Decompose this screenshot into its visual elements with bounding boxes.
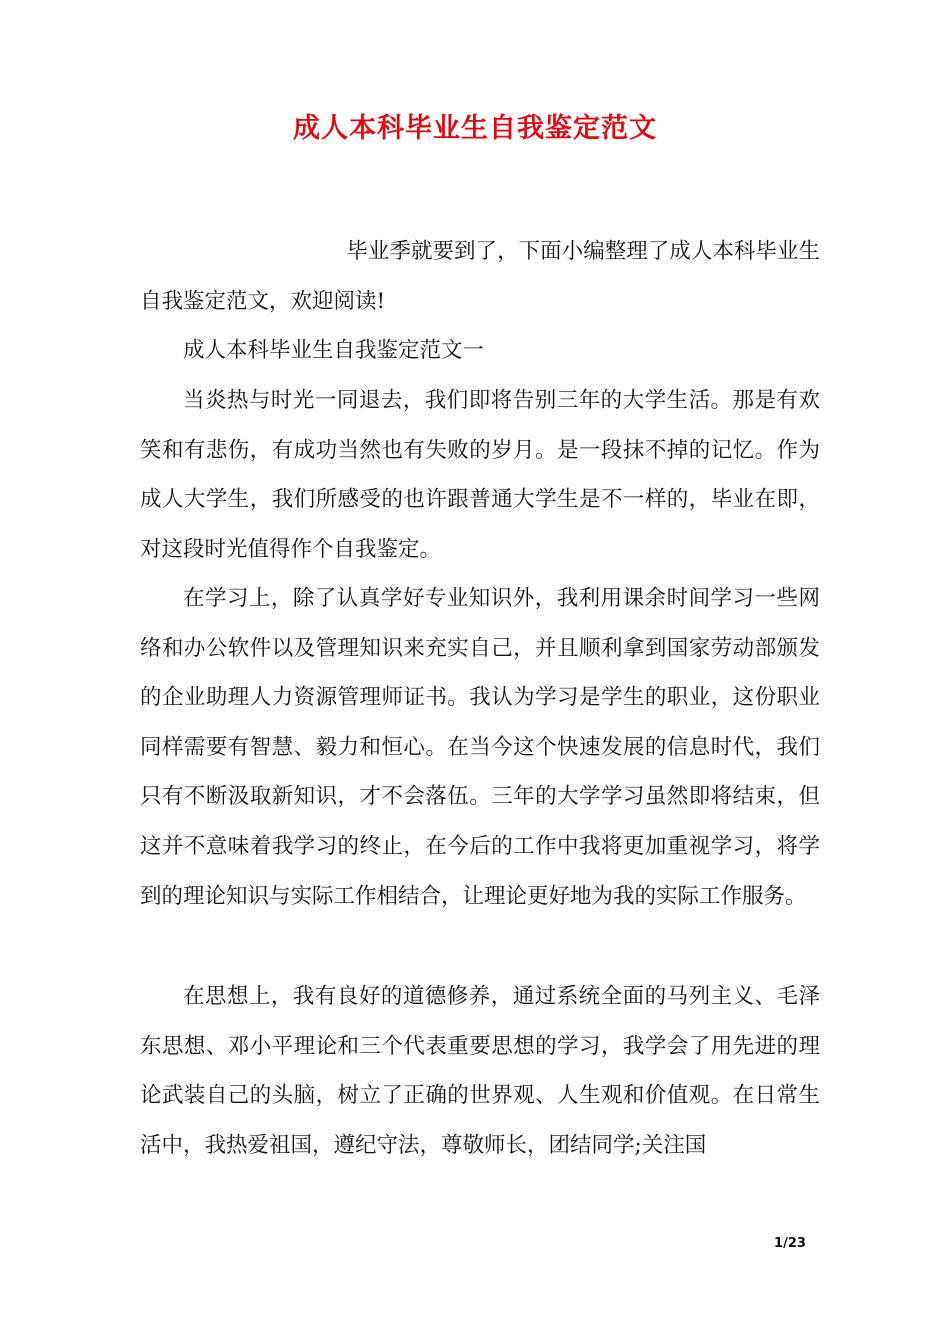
document-title: 成人本科毕业生自我鉴定范文 bbox=[293, 113, 657, 144]
page-number: 1/23 bbox=[774, 1236, 806, 1251]
body-paragraph-3 bbox=[140, 972, 820, 1170]
paragraph-text: 在思想上，我有良好的道德修养，通过系统全面的马列主义、毛泽东思想、邓小平理论和三个代表重要思想的学习，我学会了用先进的理论武装自己的头脑，树立了正确的世界观、人生观和价值观。在日常生活中，我热爱祖国，遵纪守法，尊敬师长，团结同学;关注国 bbox=[140, 984, 820, 1158]
paragraph-text: 在学习上，除了认真学好专业知识外，我利用课余时间学习一些网络和办公软件以及管理知识来充实自己，并且顺利拿到国家劳动部颁发的企业助理人力资源管理师证书。我认为学习是学生的职业，这份职业同样需要有智慧、毅力和恒心。在当今这个快速发展的信息时代，我们只有不断汲取新知识，才不会落伍。三年的大学学习虽然即将结束，但这并不意味着我学习的终止，在今后的工作中我将更加重视学习，将学到的理论知识与实际工作相结合，让理论更好地为我的实际工作服务。 bbox=[140, 586, 820, 909]
body-paragraph-1 bbox=[140, 376, 820, 574]
section-subtitle bbox=[140, 326, 820, 376]
paragraph-text: 当炎热与时光一同退去，我们即将告别三年的大学生活。那是有欢笑和有悲伤，有成功当然也有失败的岁月。是一段抹不掉的记忆。作为成人大学生，我们所感受的也许跟普通大学生是不一样的，毕业在即，对这段时光值得作个自我鉴定。 bbox=[140, 388, 820, 562]
section-subtitle-text: 成人本科毕业生自我鉴定范文一 bbox=[183, 338, 485, 363]
body-paragraph-2 bbox=[140, 574, 820, 921]
intro-paragraph bbox=[140, 227, 820, 326]
intro-text: 毕业季就要到了，下面小编整理了成人本科毕业生自我鉴定范文，欢迎阅读! bbox=[140, 239, 820, 314]
